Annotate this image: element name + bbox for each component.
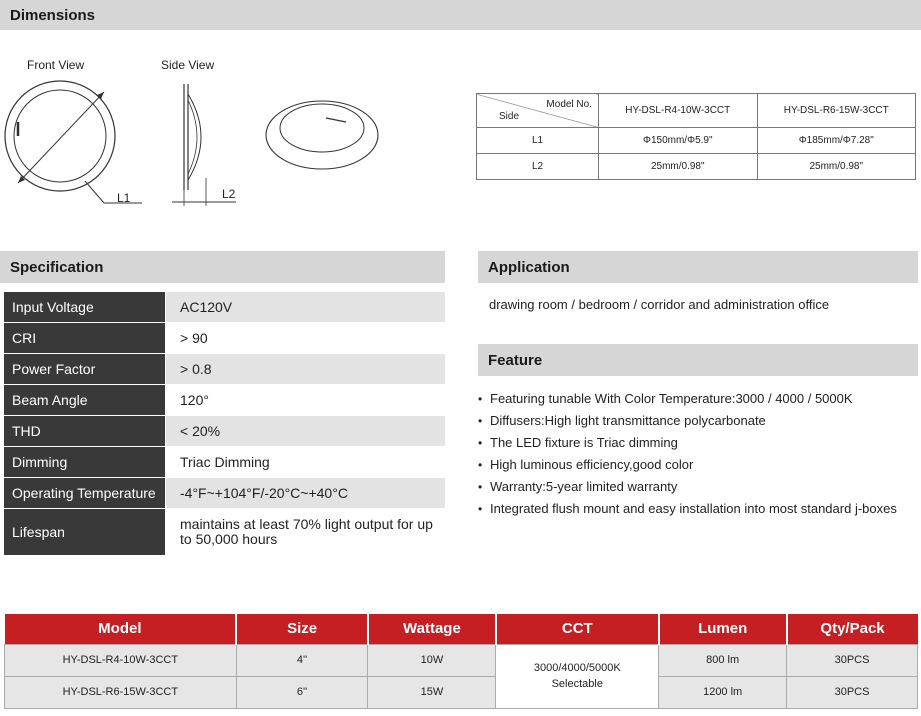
spec-value: maintains at least 70% light output for up to 50,000 hours	[166, 509, 445, 555]
table-row	[5, 644, 918, 676]
section-header-dimensions	[0, 0, 921, 30]
spec-row	[4, 447, 445, 478]
dim-row-label: L2	[477, 154, 599, 180]
cct-cell	[496, 644, 659, 708]
column-header-size: Size	[236, 614, 368, 644]
side-view-label: Side View	[161, 58, 215, 72]
lumen-cell: 800 lm	[659, 644, 787, 676]
l1-label: L1	[117, 191, 131, 205]
spec-row	[4, 323, 445, 354]
feature-list	[478, 388, 918, 520]
section-header-specification	[0, 251, 445, 283]
spec-key: Lifespan	[4, 509, 165, 555]
section-header-feature	[478, 344, 918, 376]
dim-row-value: 25mm/0.98"	[757, 154, 916, 180]
spec-row	[4, 416, 445, 447]
model-table	[4, 614, 918, 709]
spec-key: Power Factor	[4, 354, 165, 384]
cct-selectable: Selectable	[551, 678, 603, 690]
specification-table	[4, 292, 445, 556]
spec-row	[4, 354, 445, 385]
model-cell: HY-DSL-R4-10W-3CCT	[5, 644, 237, 676]
spec-key: THD	[4, 416, 165, 446]
column-header-lumen: Lumen	[659, 614, 787, 644]
spec-key: CRI	[4, 323, 165, 353]
qty-cell: 30PCS	[787, 644, 918, 676]
wattage-cell: 15W	[368, 676, 496, 708]
spec-key: Input Voltage	[4, 292, 165, 322]
spec-value: < 20%	[166, 416, 445, 446]
model-no-label: Model No.	[546, 99, 592, 110]
dim-table-corner-cell	[477, 94, 599, 128]
spec-row	[4, 509, 445, 556]
cct-values: 3000/4000/5000K	[533, 662, 621, 674]
column-header-qty: Qty/Pack	[787, 614, 918, 644]
feature-item: • Warranty:5-year limited warranty	[478, 476, 918, 498]
dim-table-row	[477, 154, 916, 180]
feature-item: • Diffusers:High light transmittance polycarbonate	[478, 410, 918, 432]
dim-table-model-header: HY-DSL-R6-15W-3CCT	[757, 94, 916, 128]
wattage-cell: 10W	[368, 644, 496, 676]
dim-table-model-header: HY-DSL-R4-10W-3CCT	[599, 94, 758, 128]
dim-table-header-row	[477, 94, 916, 128]
front-view-drawing	[5, 81, 142, 203]
section-title: Feature	[488, 351, 543, 369]
dim-row-label: L1	[477, 128, 599, 154]
size-cell: 4''	[236, 644, 368, 676]
perspective-view-drawing	[266, 101, 378, 169]
spec-value: Triac Dimming	[166, 447, 445, 477]
spec-row	[4, 478, 445, 509]
feature-item: • High luminous efficiency,good color	[478, 454, 918, 476]
lumen-cell: 1200 lm	[659, 676, 787, 708]
dim-row-value: Φ150mm/Φ5.9"	[599, 128, 758, 154]
side-label: Side	[499, 111, 520, 122]
model-table-header-row	[5, 614, 918, 644]
application-text: drawing room / bedroom / corridor and administration office	[489, 297, 830, 312]
column-header-model: Model	[5, 614, 237, 644]
spec-value: > 0.8	[166, 354, 445, 384]
l2-label: L2	[222, 187, 236, 201]
feature-item: • Integrated flush mount and easy installation into most standard j-boxes	[478, 498, 918, 520]
spec-row	[4, 292, 445, 323]
section-title: Dimensions	[10, 6, 96, 24]
front-view-label: Front View	[27, 58, 85, 72]
dim-table-row	[477, 128, 916, 154]
spec-key: Beam Angle	[4, 385, 165, 415]
size-cell: 6''	[236, 676, 368, 708]
section-header-application	[478, 251, 918, 283]
table-row	[5, 676, 918, 708]
spec-value: -4°F~+104°F/-20°C~+40°C	[166, 478, 445, 508]
dim-row-value: Φ185mm/Φ7.28"	[757, 128, 916, 154]
model-cell: HY-DSL-R6-15W-3CCT	[5, 676, 237, 708]
spec-row	[4, 385, 445, 416]
spec-value: > 90	[166, 323, 445, 353]
column-header-wattage: Wattage	[368, 614, 496, 644]
spec-key: Operating Temperature	[4, 478, 165, 508]
spec-value: 120°	[166, 385, 445, 415]
dimensions-table	[476, 93, 916, 180]
spec-value: AC120V	[166, 292, 445, 322]
dim-row-value: 25mm/0.98"	[599, 154, 758, 180]
feature-item: • Featuring tunable With Color Temperature:3000 / 4000 / 5000K	[478, 388, 918, 410]
column-header-cct: CCT	[496, 614, 659, 644]
feature-item: • The LED fixture is Triac dimming	[478, 432, 918, 454]
section-title: Application	[488, 258, 570, 276]
qty-cell: 30PCS	[787, 676, 918, 708]
section-title: Specification	[10, 258, 104, 276]
spec-key: Dimming	[4, 447, 165, 477]
